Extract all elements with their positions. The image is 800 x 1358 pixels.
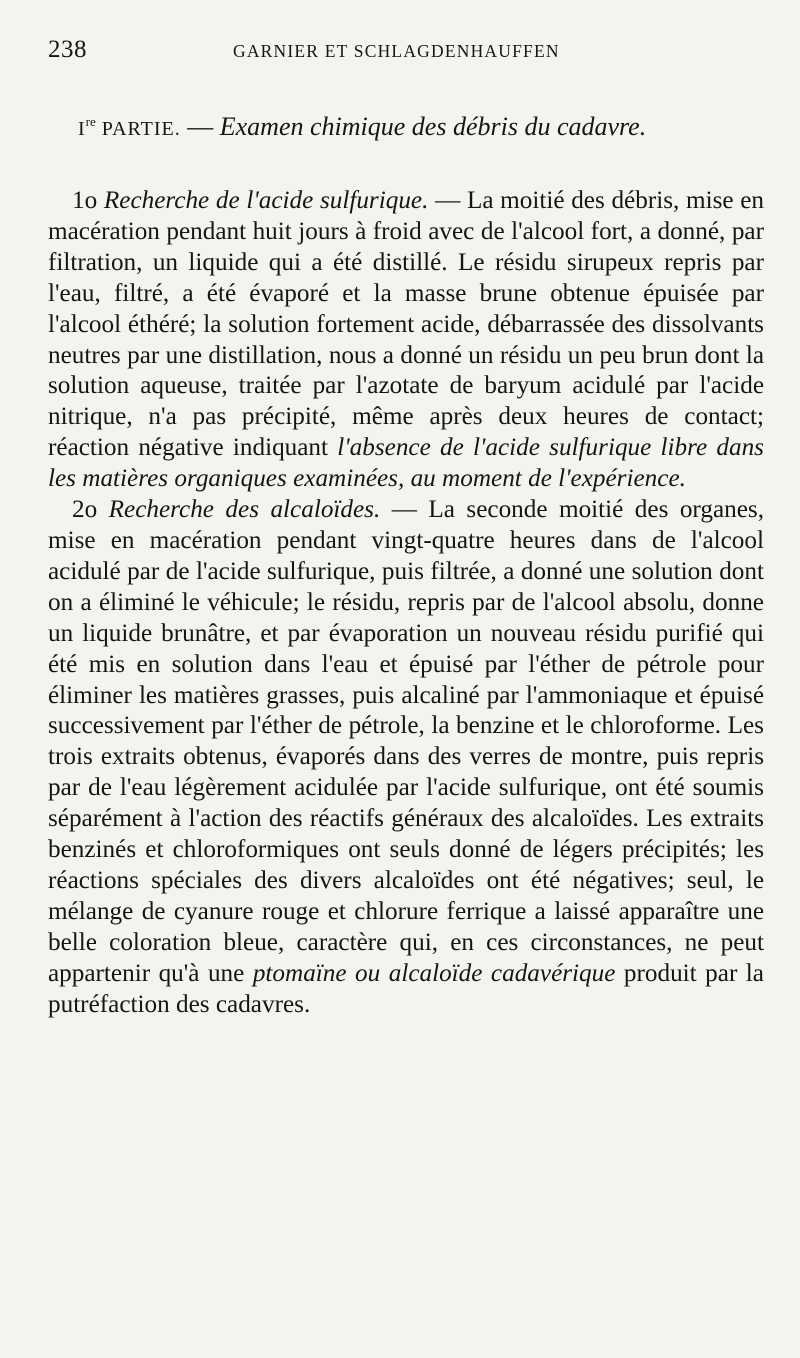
paragraph-emphasis: ptomaïne ou alcaloïde cadavérique: [252, 959, 616, 987]
page-number: 238: [48, 36, 87, 63]
paragraph-text-end: produit par la putréfaction des cadavres.: [48, 959, 764, 1018]
paragraph-emphasis: l'absence de l'acide sulfurique libre dans les matières organiques examinées, au moment de l'expérience.: [48, 434, 764, 493]
paragraph-dash: —: [428, 187, 467, 214]
section-heading: [78, 112, 778, 142]
paragraph-number: 1o: [72, 187, 104, 214]
paragraph-number: 2o: [72, 496, 109, 524]
section-label-word: PARTIE.: [95, 118, 181, 140]
section-label-superscript: re: [85, 114, 96, 129]
paragraph-text: La seconde moitié des organes, mise en macération pendant vingt-quatre heures dans de l'alcool acidulé par de l'acide sulfurique, puis filtrée, a donné une solution dont on a éliminé le véhicule; le résidu, repris par de l'alcool absolu, donne un liquide brunâtre, et par évaporation un nouveau résidu purifié qui été mis en solution dans l'eau et épuisé par l'éther de pétrole pour éliminer les matières grasses, puis alcaliné par l'ammoniaque et épuisé successivement par l'éther de pétrole, la benzine et le chloroforme. Les trois extraits obtenus, évaporés dans des verres de montre, puis repris par de l'eau légèrement acidulée par l'acide sulfurique, ont été soumis séparément à l'action des réactifs généraux des alcaloïdes. Les extraits benzinés et chloroformiques ont seuls donné de légers précipités; les réactions spéciales des divers alcaloïdes ont été négatives; seul, le mélange de cyanure rouge et chlorure ferrique a laissé apparaître une belle coloration bleue, caractère qui, en ces circonstances, ne peut appartenir qu'à une: [48, 496, 764, 987]
paragraph-heading: Recherche de l'acide sulfurique.: [103, 187, 429, 214]
running-title: GARNIER ET SCHLAGDENHAUFFEN: [233, 41, 560, 61]
section-label-roman: I: [78, 118, 86, 140]
page-header: [48, 36, 740, 68]
body-text: [48, 186, 764, 1020]
paragraph-heading: Recherche des alcaloïdes.: [108, 496, 381, 524]
section-title: Examen chimique des débris du cadavre.: [219, 112, 647, 141]
section-dash: —: [180, 112, 220, 141]
paragraph-text: La moitié des débris, mise en macération pendant huit jours à froid avec de l'alcool fort, a donné, par filtration, un liquide qui a été distillé. Le résidu sirupeux repris par l'eau, filtré, a été évaporé et la masse brune obtenue épuisée par l'alcool éthéré; la solution fortement acide, débarrassée des dissolvants neutres par une distillation, nous a donné un résidu un peu brun dont la solution aqueuse, traitée par l'azotate de baryum acidulé par l'acide nitrique, n'a pas précipité, même après deux heures de contact; réaction négative indiquant: [48, 187, 765, 462]
paragraph-alkaloids: [48, 495, 764, 1020]
section-label: [78, 114, 181, 140]
paragraph-sulfuric-acid: [48, 186, 764, 495]
paragraph-dash: —: [380, 496, 429, 524]
